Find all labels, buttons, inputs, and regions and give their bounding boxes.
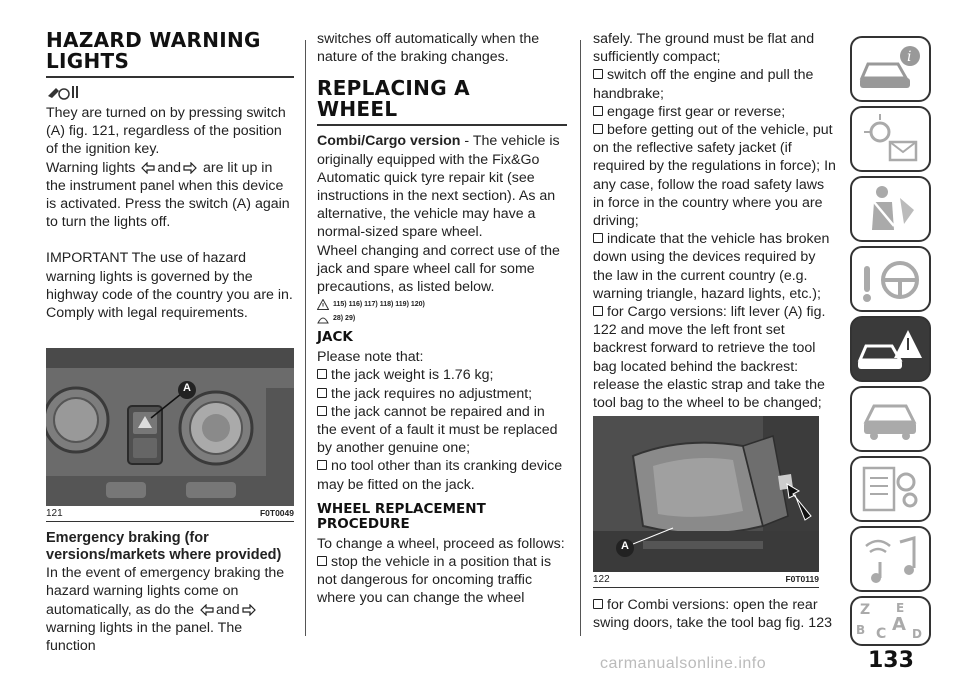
heading-rule (317, 124, 567, 126)
lights-messages-icon (852, 108, 929, 170)
bullet-box-icon (317, 388, 327, 398)
bullet-box-icon (593, 106, 603, 116)
section-heading-hazard: HAZARD WARNING LIGHTS (46, 28, 261, 73)
svg-text:i: i (907, 49, 912, 65)
list-item: engage first gear or reverse; (593, 103, 839, 121)
tab-technical-data[interactable] (850, 456, 931, 522)
svg-text:B: B (856, 623, 866, 637)
hazard-symbol-icon (46, 84, 294, 102)
bullet-box-icon (593, 306, 603, 316)
environment-icon (317, 313, 329, 324)
bullet-box-icon (317, 460, 327, 470)
figure-callout-a: A (183, 382, 191, 395)
bullet-box-icon (317, 406, 327, 416)
paragraph: Wheel changing and correct use of the jack and spare wheel call for some precautions, as listed below. (317, 242, 560, 296)
column-replacing-wheel (317, 30, 567, 608)
paragraph: Combi/Cargo version - The vehicle is originally equipped with the Fix&Go Automatic quick tyre repair kit (see instructions in the next section). As an alternative, the vehicle may have a normal-sized spare wheel. (317, 133, 560, 241)
page-number: 133 (868, 648, 914, 673)
tab-safety[interactable] (850, 176, 931, 242)
tab-in-an-emergency[interactable] (850, 316, 931, 382)
figure-121-hazard-switch (46, 348, 294, 506)
bullet-box-icon (593, 599, 603, 609)
tab-servicing[interactable] (850, 386, 931, 452)
column-divider (305, 40, 306, 636)
tab-car-info[interactable] (850, 36, 931, 102)
safety-seatbelt-icon (852, 178, 929, 240)
svg-text:E: E (896, 601, 905, 615)
figure-caption (593, 572, 819, 588)
svg-text:Z: Z (860, 602, 871, 618)
figure-number: 121 (46, 508, 63, 520)
tab-starting-driving[interactable] (850, 246, 931, 312)
figure-caption (46, 506, 294, 522)
list-item: for Cargo versions: lift lever (A) fig. 122 and move the left front set backrest forward to retrieve the tool bag located behind the backrest: release the elastic strap and take the tool bag to the wheel to be changed; (593, 304, 826, 412)
column-procedure-continued (593, 30, 839, 633)
section-heading-replacing-wheel: REPLACING A WHEEL (317, 76, 470, 122)
figure-code: F0T0119 (785, 574, 819, 585)
warning-triangle-icon (317, 299, 329, 310)
bullet-box-icon (317, 369, 327, 379)
turn-right-arrow-icon (183, 162, 197, 174)
tab-index[interactable] (850, 596, 931, 646)
list-item: switch off the engine and pull the handbrake; (593, 67, 814, 102)
paragraph: They are turned on by pressing switch (A) fig. 121, regardless of the position of the ignition key. (46, 105, 286, 158)
list-item: indicate that the vehicle has broken down using the devices required by the law in the current country (e.g. warning triangle, hazard lights, etc.); (593, 231, 830, 302)
paragraph: In the event of emergency braking the hazard warning lights come on automatically, as do the and warning lights in the panel. The function (46, 565, 285, 655)
list-item: stop the vehicle in a position that is not dangerous for oncoming traffic where you can change the wheel (317, 554, 552, 607)
list-item: the jack cannot be repaired and in the event of a fault it must be replaced by another genuine one; (317, 403, 558, 457)
turn-left-arrow-icon (141, 162, 155, 174)
paragraph: Please note that: (317, 349, 424, 366)
figure-code: F0T0049 (259, 508, 294, 519)
paragraph: To change a wheel, proceed as follows: (317, 535, 565, 552)
svg-text:D: D (912, 627, 922, 641)
svg-text:A: A (892, 614, 906, 635)
car-info-icon (852, 38, 929, 100)
subsection-heading-jack: JACK (317, 329, 353, 346)
watermark: carmanualsonline.info (600, 655, 767, 672)
figure-number: 122 (593, 574, 610, 586)
bullet-box-icon (593, 233, 603, 243)
paragraph: safely. The ground must be flat and sufficiently compact; (593, 31, 815, 66)
list-item: before getting out of the vehicle, put on the reflective safety jacket (if required by the regulations in force); In any case, follow the road safety laws in force in the country where you are driving; (593, 122, 836, 230)
column-hazard-lights (46, 30, 294, 655)
subheading-emergency-braking: Emergency braking (for versions/markets where provided) (46, 530, 282, 564)
list-item: for Combi versions: open the rear swing doors, take the tool bag fig. 123 (593, 597, 832, 632)
list-item: the jack weight is 1.76 kg; (317, 366, 567, 384)
servicing-car-icon (852, 388, 929, 450)
subsection-heading-procedure: WHEEL REPLACEMENT PROCEDURE (317, 500, 486, 532)
heading-rule (46, 76, 294, 78)
alphabetical-index-icon (852, 598, 929, 644)
technical-data-icon (852, 458, 929, 520)
svg-text:C: C (876, 626, 887, 642)
paragraph: Warning lights and are lit up in the instrument panel when this device is activated. Press the switch (A) again to turn the lights off. (46, 159, 290, 231)
tab-lights-messages[interactable] (850, 106, 931, 172)
steering-wheel-icon (852, 248, 929, 310)
important-note: IMPORTANT The use of hazard warning lights is governed by the highway code of the country you are in. Comply with legal requirements. (46, 250, 293, 322)
list-item: the jack requires no adjustment; (317, 385, 567, 403)
multimedia-icon (852, 528, 929, 590)
turn-left-arrow-icon (200, 604, 214, 616)
figure-callout-a: A (621, 540, 629, 553)
bullet-box-icon (593, 69, 603, 79)
reference-row: 115) 116) 117) 118) 119) 120) (317, 299, 567, 310)
reference-row: 28) 29) (317, 313, 567, 324)
paragraph: switches off automatically when the nature of the braking changes. (317, 31, 540, 66)
figure-122-seat-lever (593, 416, 819, 572)
bullet-box-icon (593, 124, 603, 134)
turn-right-arrow-icon (242, 604, 256, 616)
bullet-box-icon (317, 556, 327, 566)
column-divider (580, 40, 581, 636)
list-item: no tool other than its cranking device may be fitted on the jack. (317, 458, 563, 493)
emergency-car-icon (852, 318, 929, 380)
tab-multimedia[interactable] (850, 526, 931, 592)
